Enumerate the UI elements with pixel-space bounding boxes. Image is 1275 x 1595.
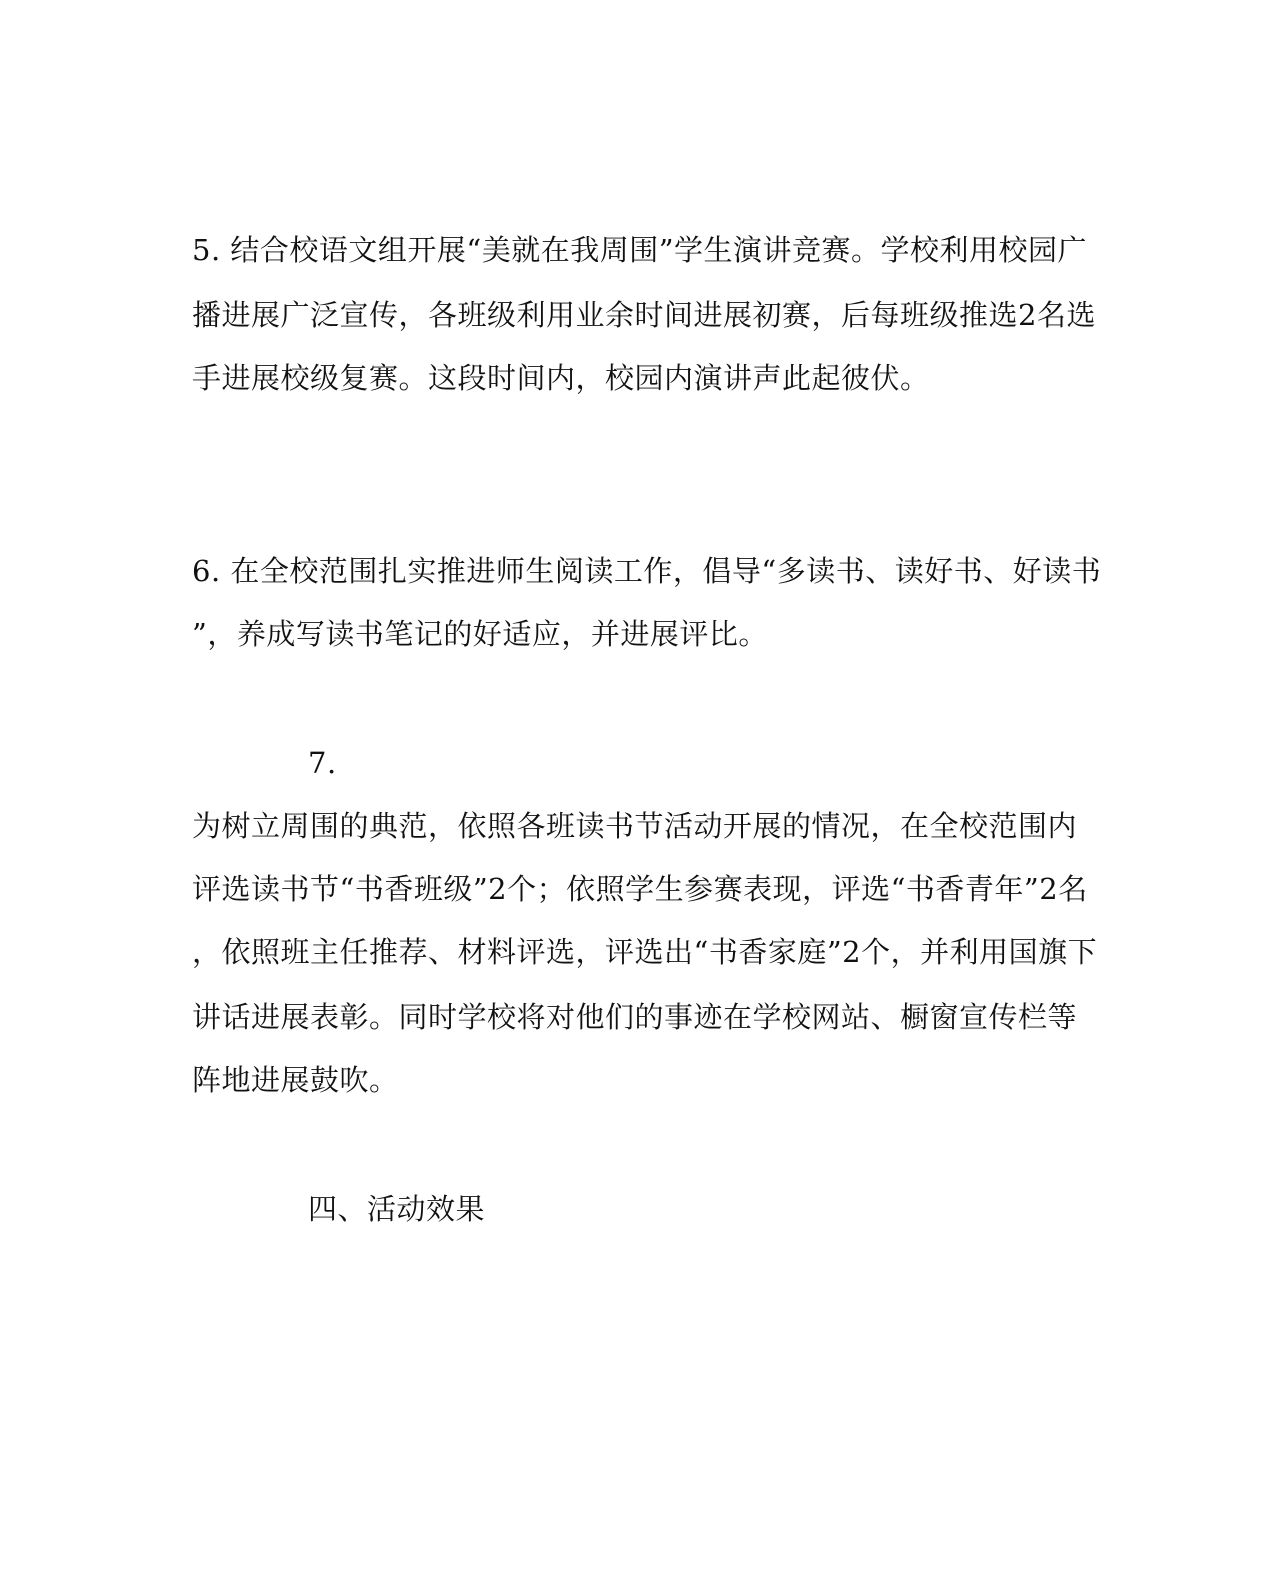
text-line: 播进展广泛宣传，各班级利用业余时间进展初赛，后每班级推选2名选 (192, 298, 1096, 332)
text-line: 讲话进展表彰。同时学校将对他们的事迹在学校网站、橱窗宣传栏等 (192, 1000, 1078, 1034)
text-line: 手进展校级复赛。这段时间内，校园内演讲声此起彼伏。 (192, 361, 930, 395)
text-line: 5. 结合校语文组开展“美就在我周围”学生演讲竞赛。学校利用校园广 (192, 233, 1088, 267)
text-line: 评选读书节“书香班级”2个；依照学生参赛表现，评选“书香青年”2名 (192, 872, 1088, 906)
text-line: ，依照班主任推荐、材料评选，评选出“书香家庭”2个，并利用国旗下 (192, 935, 1098, 969)
text-line: 为树立周围的典范，依照各班读书节活动开展的情况，在全校范围内 (192, 809, 1078, 843)
text-line: 阵地进展鼓吹。 (192, 1063, 399, 1097)
text-line: ”，养成写读书笔记的好适应，并进展评比。 (192, 617, 768, 651)
section-heading: 四、活动效果 (308, 1192, 486, 1226)
list-number: 7. (308, 746, 337, 780)
text-line: 6. 在全校范围扎实推进师生阅读工作，倡导“多读书、读好书、好读书 (192, 554, 1102, 588)
